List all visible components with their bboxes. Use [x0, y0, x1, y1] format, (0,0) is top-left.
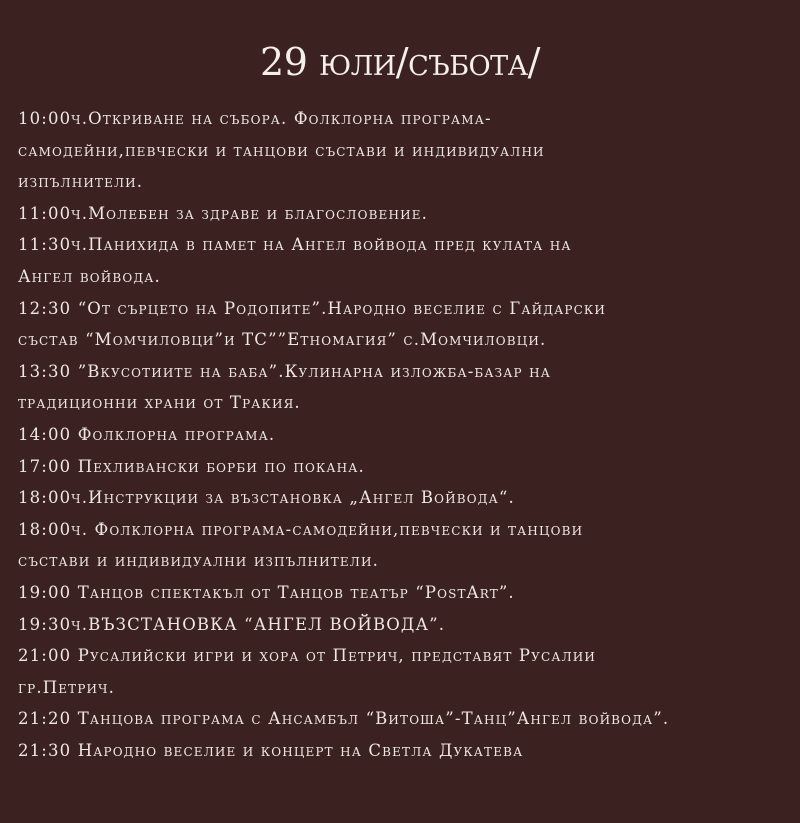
- program-line: 14:00 Фолклорна програма.: [18, 424, 276, 444]
- program-line: 17:00 Пехливански борби по покана.: [18, 456, 365, 476]
- program-line: състав “Момчиловци”и ТС””Етномагия” с.Момчиловци.: [18, 330, 547, 350]
- program-line: 21:20 Танцова програма с Ансамбъл “Витоша”-Танц”Ангел войвода”.: [18, 709, 670, 729]
- program-line: 19:00 Танцов спектакъл от Танцов театър “PostArt”.: [18, 582, 515, 602]
- program-line: Ангел войвода.: [18, 266, 161, 286]
- program-line: самодейни,певчески и танцови състави и индивидуални: [18, 140, 545, 160]
- program-line: 10:00ч.Откриване на събора. Фолклорна програма-: [18, 109, 492, 128]
- program-line: изпълнители.: [18, 172, 144, 192]
- program-line: състави и индивидуални изпълнители.: [18, 551, 379, 571]
- program-line: 11:00ч.Молебен за здраве и благословение.: [18, 203, 428, 223]
- program-line: 13:30 ”Вкусотиите на баба”.Кулинарна изложба-базар на: [18, 361, 551, 381]
- program-line: традиционни храни от Тракия.: [18, 393, 301, 413]
- page-title: 29 юли/събота/: [260, 40, 540, 84]
- program-line: 18:00ч. Фолклорна програма-самодейни,певчески и танцови: [18, 519, 584, 539]
- program-line: 19:30ч.ВЪЗСТАНОВКА “АНГЕЛ ВОЙВОДА”.: [18, 614, 446, 634]
- program-list: [18, 103, 793, 766]
- program-line: 11:30ч.Панихида в памет на Ангел войвода пред кулата на: [18, 235, 572, 255]
- program-line: 12:30 “От сърцето на Родопите”.Народно веселие с Гайдарски: [18, 298, 606, 318]
- program-line: 18:00ч.Инструкции за възстановка „Ангел Войвода“.: [18, 488, 515, 508]
- program-line: гр.Петрич.: [18, 677, 115, 697]
- program-line: 21:30 Народно веселие и концерт на Светла Дукатева: [18, 740, 524, 760]
- program-line: 21:00 Русалийски игри и хора от Петрич, представят Русалии: [18, 646, 596, 666]
